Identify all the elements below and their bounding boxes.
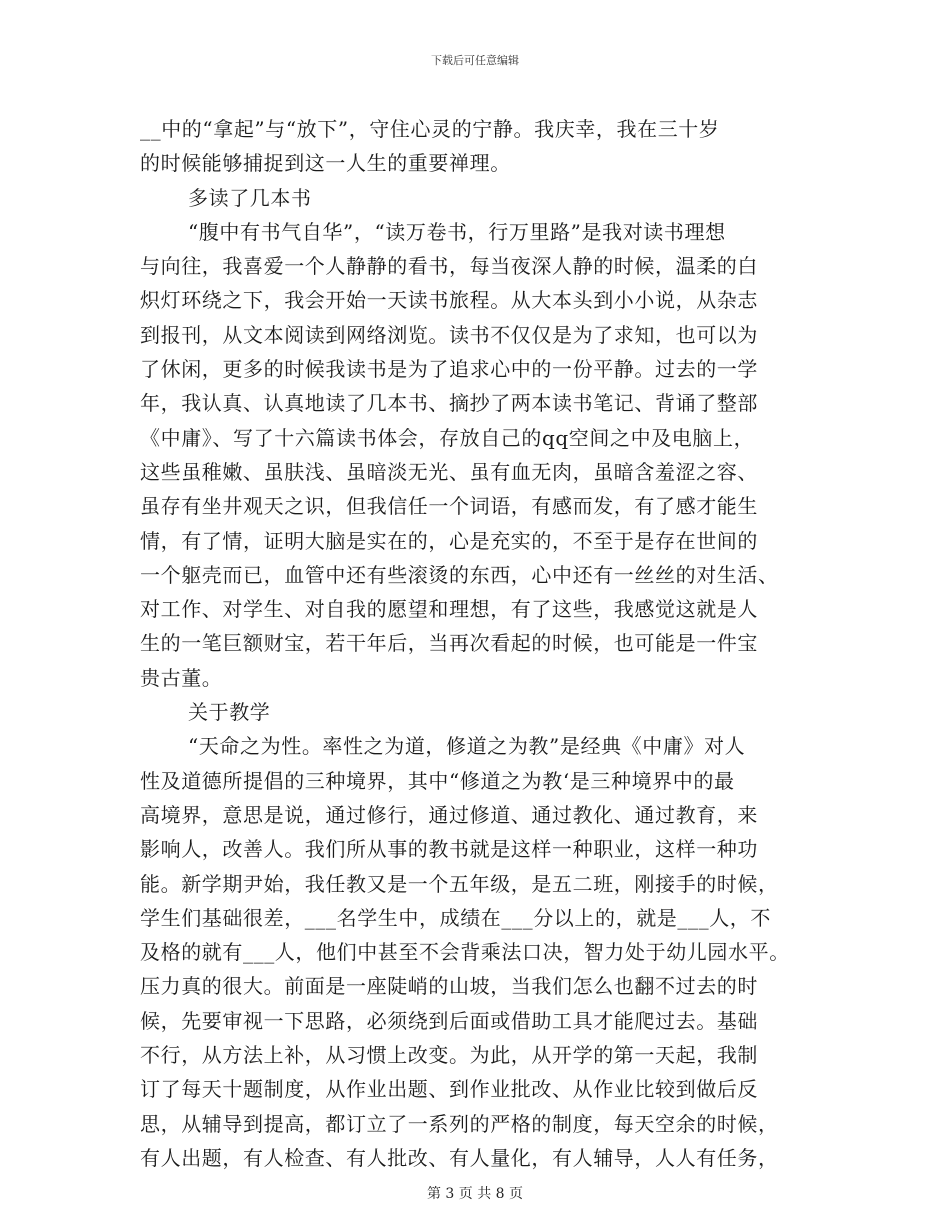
text-line: 订了每天十题制度，从作业出题、到作业批改、从作业比较到做后反 [140, 1077, 758, 1102]
text-line: 生的一笔巨额财宝，若干年后，当再次看起的时候，也可能是一件宝 [140, 631, 758, 656]
text-line: “天命之为性。率性之为道，修道之为教”是经典《中庸》对人 [188, 734, 746, 759]
text-line: 影响人，改善人。我们所从事的教书就是这样一种职业，这样一种功 [140, 837, 758, 862]
text-line: 情，有了情，证明大脑是实在的，心是充实的，不至于是存在世间的 [140, 528, 758, 553]
text-line: 及格的就有___人，他们中甚至不会背乘法口决，智力处于幼儿园水平。 [140, 940, 790, 965]
text-line: 学生们基础很差，___名学生中，成绩在___分以上的，就是___人，不 [140, 905, 771, 930]
text-line: 这些虽稚嫩、虽肤浅、虽暗淡无光、虽有血无肉，虽暗含羞涩之容、 [140, 459, 758, 484]
text-line: 候，先要审视一下思路，必须绕到后面或借助工具才能爬过去。基础 [140, 1008, 758, 1033]
text-line: 虽存有坐井观天之识，但我信任一个词语，有感而发，有了感才能生 [140, 494, 758, 519]
text-line: 一个躯壳而已，血管中还有些滚烫的东西，心中还有一丝丝的对生活、 [140, 562, 779, 587]
text-line: __中的“拿起”与“放下”，守住心灵的宁静。我庆幸，我在三十岁 [140, 117, 720, 141]
text-line: 了休闲，更多的时候我读书是为了追求心中的一份平静。过去的一学 [140, 357, 758, 382]
text-line: 思，从辅导到提高，都订立了一系列的严格的制度，每天空余的时候， [140, 1111, 779, 1136]
text-line: 的时候能够捕捉到这一人生的重要禅理。 [140, 151, 511, 176]
text-line: 高境界，意思是说，通过修行，通过修道、通过教化、通过教育，来 [140, 802, 758, 827]
text-line: 能。新学期尹始，我任教又是一个五年级，是五二班，刚接手的时候， [140, 871, 779, 896]
text-line: 压力真的很大。前面是一座陡峭的山坡，当我们怎么也翻不过去的时 [140, 974, 758, 999]
text-line: 贵古董。 [140, 665, 223, 690]
text-line: 与向往，我喜爱一个人静静的看书，每当夜深人静的时候，温柔的白 [140, 254, 758, 279]
page-footer: 第 3 页 共 8 页 [426, 1186, 524, 1202]
text-line: 炽灯环绕之下，我会开始一天读书旅程。从大本头到小小说，从杂志 [140, 288, 758, 313]
text-line: 性及道德所提倡的三种境界，其中“修道之为教‘是三种境界中的最 [140, 768, 735, 793]
text-line: 《中庸》、写了十六篇读书体会，存放自己的qq空间之中及电脑上， [140, 425, 755, 450]
page-header: 下载后可任意编辑 [431, 54, 519, 67]
text-line: 多读了几本书 [188, 185, 312, 210]
text-line: 不行，从方法上补，从习惯上改变。为此，从开学的第一天起，我制 [140, 1043, 758, 1068]
text-line: 关于教学 [188, 700, 271, 725]
text-line: 有人出题，有人检查、有人批改、有人量化，有人辅导，人人有任务， [140, 1145, 779, 1170]
text-line: 年，我认真、认真地读了几本书、摘抄了两本读书笔记、背诵了整部 [140, 391, 758, 416]
text-line: 对工作、对学生、对自我的愿望和理想，有了这些，我感觉这就是人 [140, 597, 758, 622]
text-line: 到报刊，从文本阅读到网络浏览。读书不仅仅是为了求知，也可以为 [140, 322, 758, 347]
document-body [140, 112, 830, 1175]
text-line: “腹中有书气自华”，“读万卷书，行万里路”是我对读书理想 [188, 219, 726, 244]
